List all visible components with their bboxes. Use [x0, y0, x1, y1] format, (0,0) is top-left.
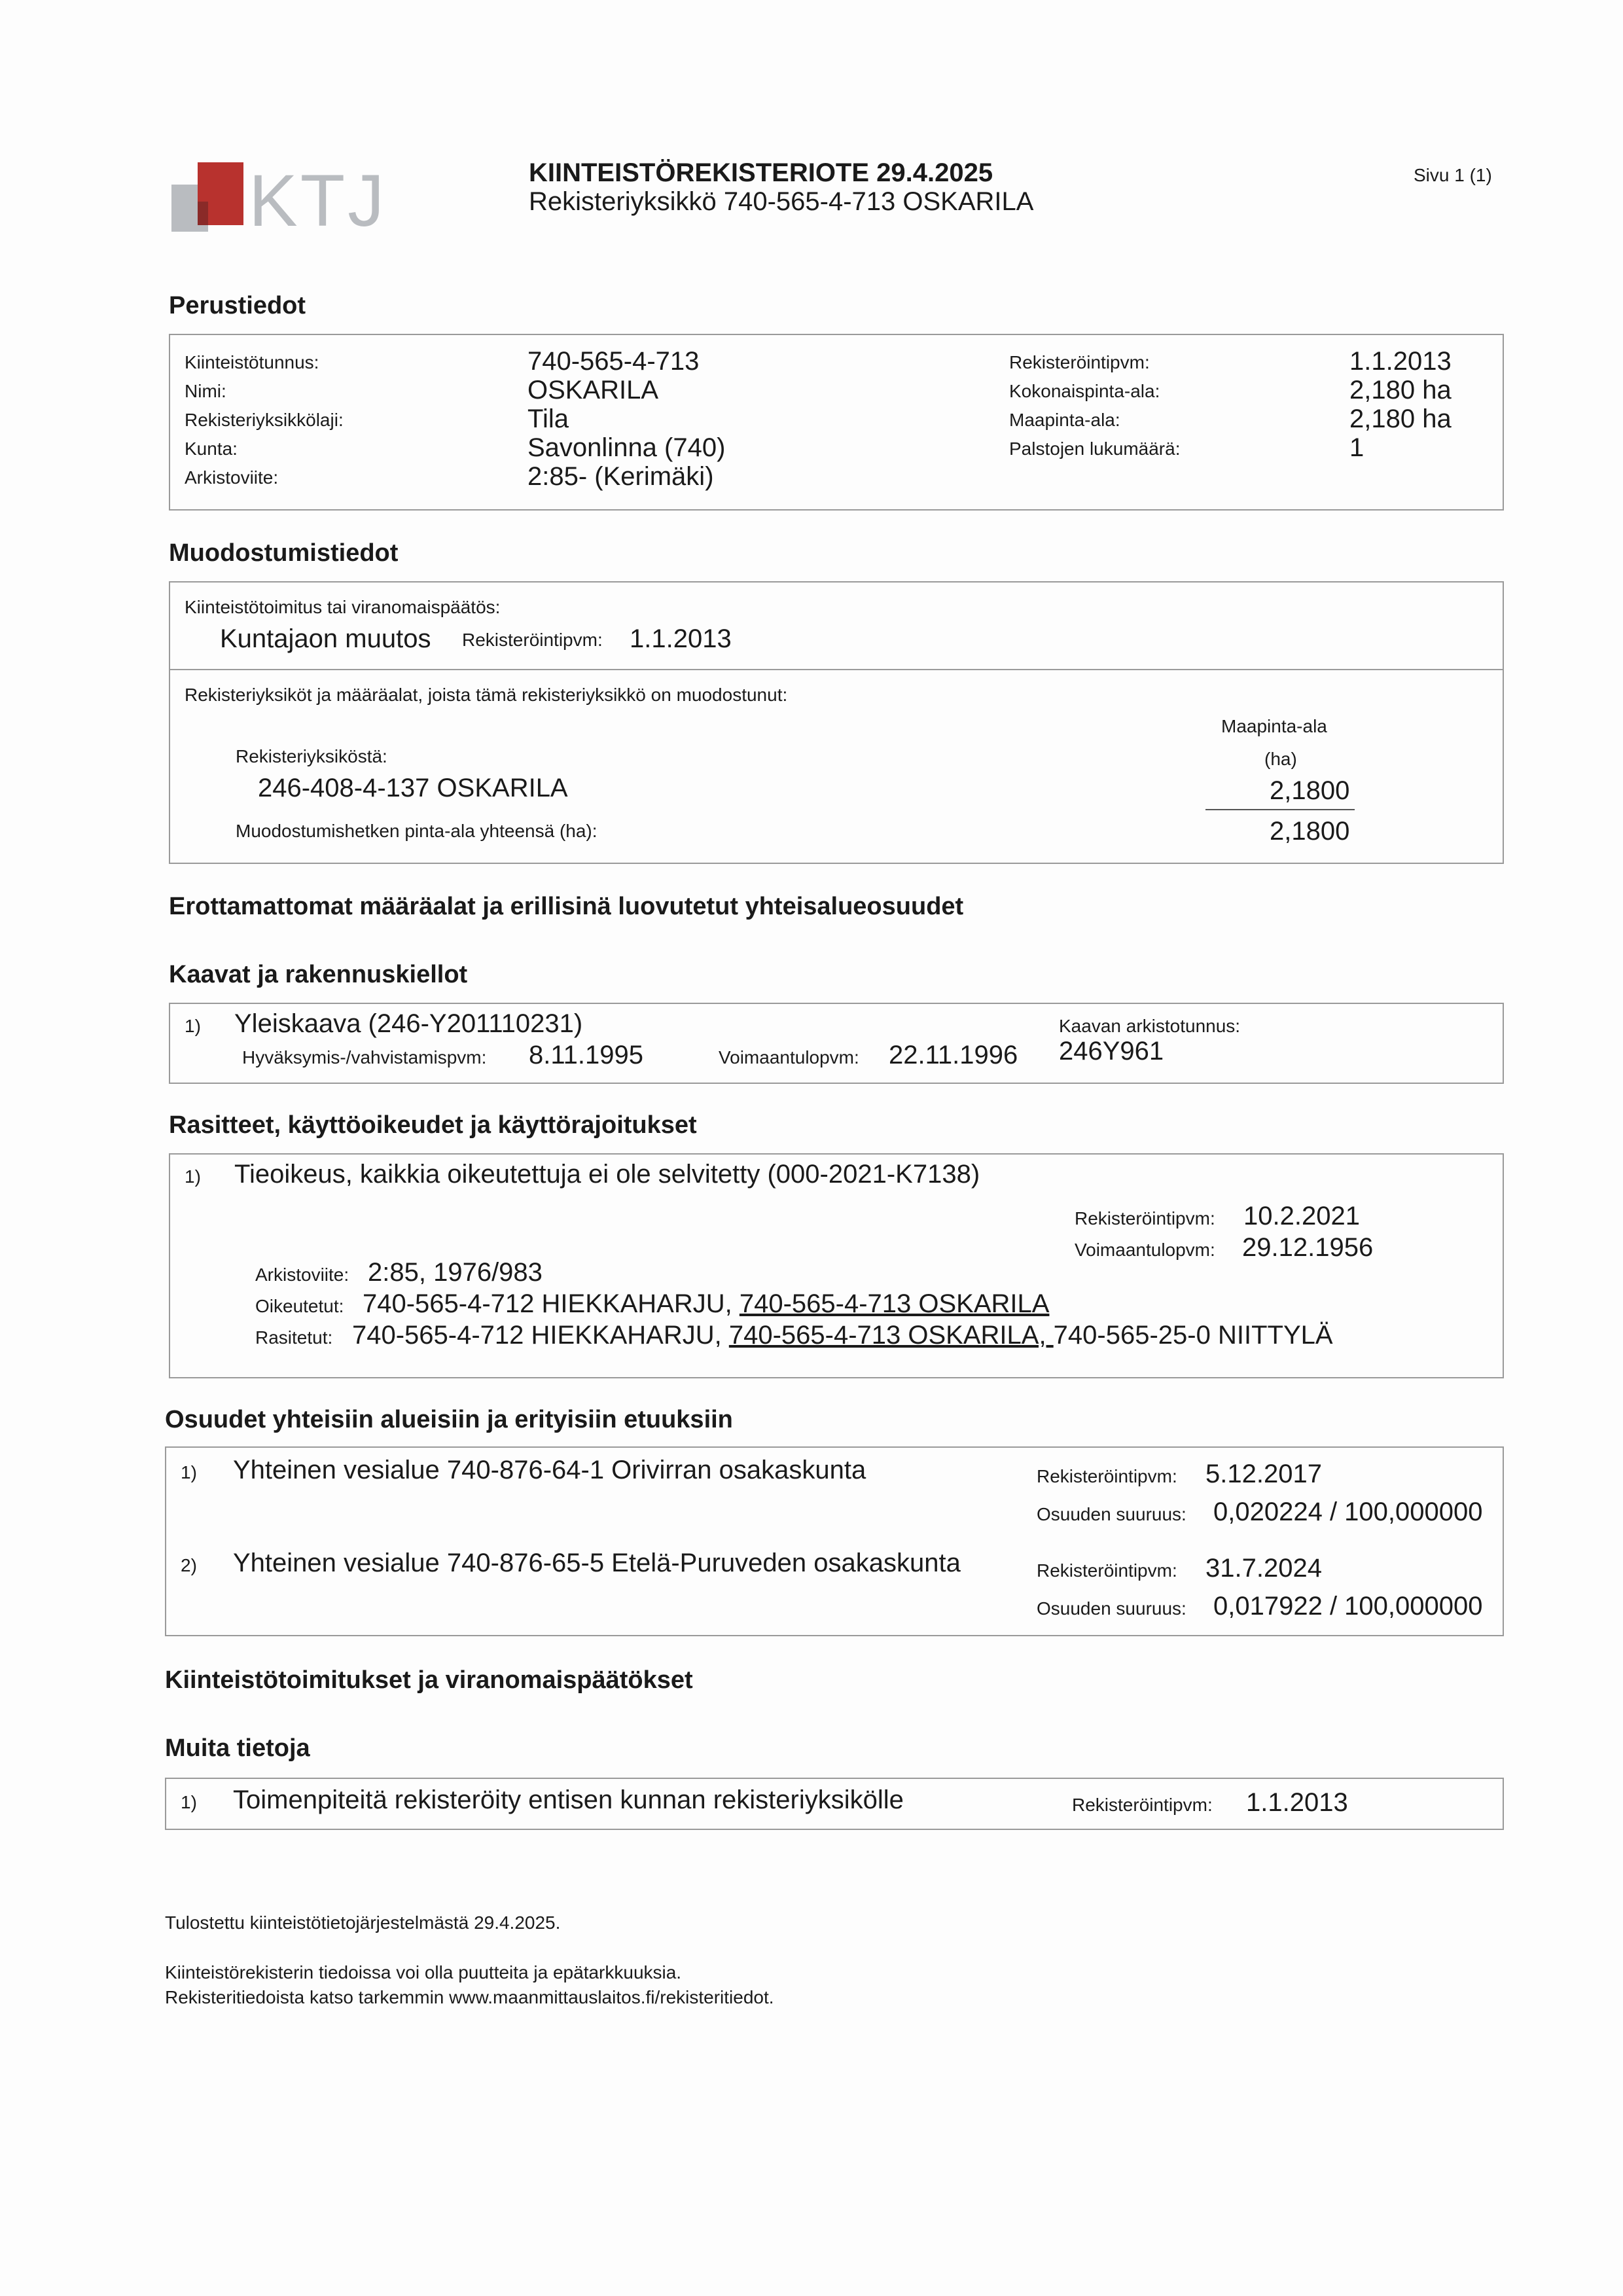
osuus-2-name: Yhteinen vesialue 740-876-65-5 Etelä-Puruveden osakaskunta: [233, 1549, 961, 1577]
rasite-name: Tieoikeus, kaikkia oikeutettuja ei ole selvitetty (000-2021-K7138): [234, 1160, 980, 1189]
section-heading-osuudet: Osuudet yhteisiin alueisiin ja erityisiin etuuksiin: [165, 1406, 733, 1433]
rasite-arch-label: Arkistoviite:: [255, 1265, 349, 1285]
ktj-logo: [171, 152, 387, 242]
osuus-1-number: 1): [181, 1462, 197, 1482]
rasitettu-unit-3: 740-565-25-0 NIITTYLÄ: [1053, 1321, 1333, 1350]
osuus-2-reg-label: Rekisteröintipvm:: [1037, 1560, 1177, 1581]
section-heading-muita-tietoja: Muita tietoja: [165, 1734, 310, 1762]
rasite-eff-label: Voimaantulopvm:: [1075, 1240, 1215, 1260]
value-palstojen-lukumaara: 1: [1349, 433, 1364, 462]
label-arkistoviite: Arkistoviite:: [185, 467, 279, 488]
kaava-archive-label: Kaavan arkistotunnus:: [1059, 1016, 1241, 1036]
muita-number: 1): [181, 1792, 197, 1812]
logo-text: KTJ: [249, 160, 387, 242]
rasite-oik-values: [363, 1289, 1049, 1319]
total-label: Muodostumishetken pinta-ala yhteensä (ha):: [236, 821, 597, 841]
page-number: Sivu 1 (1): [1414, 165, 1492, 185]
from-intro: Rekisteriyksiköt ja määräalat, joista tämä rekisteriyksikkö on muodostunut:: [185, 685, 788, 705]
kaava-effective-value: 22.11.1996: [889, 1041, 1018, 1069]
value-kiinteistotunnus: 740-565-4-713: [527, 347, 700, 376]
label-rekisteriyksikkolaji: Rekisteriyksikkölaji:: [185, 410, 344, 430]
toimitus-reg-label: Rekisteröintipvm:: [462, 630, 603, 650]
kaava-archive-value: 246Y961: [1059, 1037, 1164, 1066]
section-heading-kaavat: Kaavat ja rakennuskiellot: [169, 961, 468, 988]
section-heading-toimitukset: Kiinteistötoimitukset ja viranomaispäätökset: [165, 1666, 693, 1694]
muita-name: Toimenpiteitä rekisteröity entisen kunnan rekisteriyksikölle: [233, 1785, 904, 1814]
label-palstojen-lukumaara: Palstojen lukumäärä:: [1009, 439, 1181, 459]
section-heading-rasitteet: Rasitteet, käyttöoikeudet ja käyttörajoitukset: [169, 1111, 697, 1139]
total-area: 2,1800: [1270, 817, 1350, 846]
rasite-number: 1): [185, 1166, 201, 1187]
section-heading-perustiedot: Perustiedot: [169, 292, 306, 319]
value-nimi: OSKARILA: [527, 376, 659, 404]
from-unit: 246-408-4-137 OSKARILA: [258, 774, 568, 802]
label-maapinta-ala: Maapinta-ala:: [1009, 410, 1120, 430]
kaava-effective-label: Voimaantulopvm:: [719, 1047, 859, 1067]
rasite-ras-label: Rasitetut:: [255, 1327, 333, 1348]
footer-note-1: Kiinteistörekisterin tiedoissa voi olla puutteita ja epätarkkuuksia.: [165, 1962, 682, 1982]
muita-reg-value: 1.1.2013: [1246, 1788, 1348, 1817]
label-rekisterointipvm: Rekisteröintipvm:: [1009, 352, 1150, 372]
value-kokonaispinta-ala: 2,180 ha: [1349, 376, 1452, 404]
toimitus-reg-value: 1.1.2013: [630, 624, 732, 653]
osuus-2-number: 2): [181, 1555, 197, 1575]
label-kunta: Kunta:: [185, 439, 238, 459]
section-heading-muodostumistiedot: Muodostumistiedot: [169, 539, 399, 567]
value-rekisteriyksikkolaji: Tila: [527, 404, 569, 433]
osuus-2-share-label: Osuuden suuruus:: [1037, 1598, 1186, 1619]
kaava-approved-label: Hyväksymis-/vahvistamispvm:: [242, 1047, 487, 1067]
document-title: KIINTEISTÖREKISTERIOTE 29.4.2025: [529, 158, 993, 187]
label-nimi: Nimi:: [185, 381, 226, 401]
toimitus-value: Kuntajaon muutos: [220, 624, 431, 653]
document-subtitle: Rekisteriyksikkö 740-565-4-713 OSKARILA: [529, 187, 1034, 216]
osuus-1-name: Yhteinen vesialue 740-876-64-1 Orivirran osakaskunta: [233, 1456, 866, 1484]
rasite-ras-values: [352, 1321, 1333, 1350]
value-arkistoviite: 2:85- (Kerimäki): [527, 462, 714, 491]
label-kiinteistotunnus: Kiinteistötunnus:: [185, 352, 319, 372]
rasite-oik-label: Oikeutetut:: [255, 1296, 344, 1316]
section-heading-erottamattomat: Erottamattomat määräalat ja erillisinä luovutetut yhteisalueosuudet: [169, 893, 964, 920]
osuus-2-reg-value: 31.7.2024: [1205, 1554, 1322, 1583]
rasite-arch-value: 2:85, 1976/983: [368, 1258, 543, 1287]
osuus-1-share-label: Osuuden suuruus:: [1037, 1504, 1186, 1524]
rasitettu-unit-1: 740-565-4-712 HIEKKAHARJU,: [352, 1321, 729, 1350]
oikeutettu-unit-2: 740-565-4-713 OSKARILA: [739, 1289, 1050, 1318]
osuus-1-share-value: 0,020224 / 100,000000: [1213, 1498, 1483, 1526]
rasite-eff-value: 29.12.1956: [1242, 1233, 1374, 1262]
label-kokonaispinta-ala: Kokonaispinta-ala:: [1009, 381, 1160, 401]
oikeutettu-unit-1: 740-565-4-712 HIEKKAHARJU,: [363, 1289, 740, 1318]
osuus-1-reg-value: 5.12.2017: [1205, 1460, 1322, 1488]
muodostumistiedot-divider: [169, 669, 1504, 670]
from-label: Rekisteriyksiköstä:: [236, 746, 387, 766]
kaava-number: 1): [185, 1016, 201, 1036]
osuus-2-share-value: 0,017922 / 100,000000: [1213, 1592, 1483, 1621]
osuus-1-reg-label: Rekisteröintipvm:: [1037, 1466, 1177, 1486]
perustiedot-box: [169, 334, 1504, 511]
from-area: 2,1800: [1270, 776, 1350, 805]
rasite-reg-label: Rekisteröintipvm:: [1075, 1208, 1215, 1229]
column-head-ha: (ha): [1264, 749, 1297, 769]
sum-line: [1205, 809, 1355, 810]
value-maapinta-ala: 2,180 ha: [1349, 404, 1452, 433]
column-head-maapinta-ala: Maapinta-ala: [1221, 716, 1327, 736]
value-kunta: Savonlinna (740): [527, 433, 726, 462]
toimitus-label: Kiinteistötoimitus tai viranomaispäätös:: [185, 597, 501, 617]
footer-note-2: Rekisteritiedoista katso tarkemmin www.maanmittauslaitos.fi/rekisteritiedot.: [165, 1987, 774, 2007]
rasitettu-unit-2: 740-565-4-713 OSKARILA,: [728, 1321, 1054, 1350]
rasite-reg-value: 10.2.2021: [1243, 1202, 1360, 1230]
footer-printed: Tulostettu kiinteistötietojärjestelmästä 29.4.2025.: [165, 1912, 561, 1933]
muita-reg-label: Rekisteröintipvm:: [1072, 1795, 1213, 1815]
value-rekisterointipvm: 1.1.2013: [1349, 347, 1452, 376]
kaava-approved-value: 8.11.1995: [529, 1041, 643, 1069]
kaava-name: Yleiskaava (246-Y201110231): [234, 1009, 583, 1038]
